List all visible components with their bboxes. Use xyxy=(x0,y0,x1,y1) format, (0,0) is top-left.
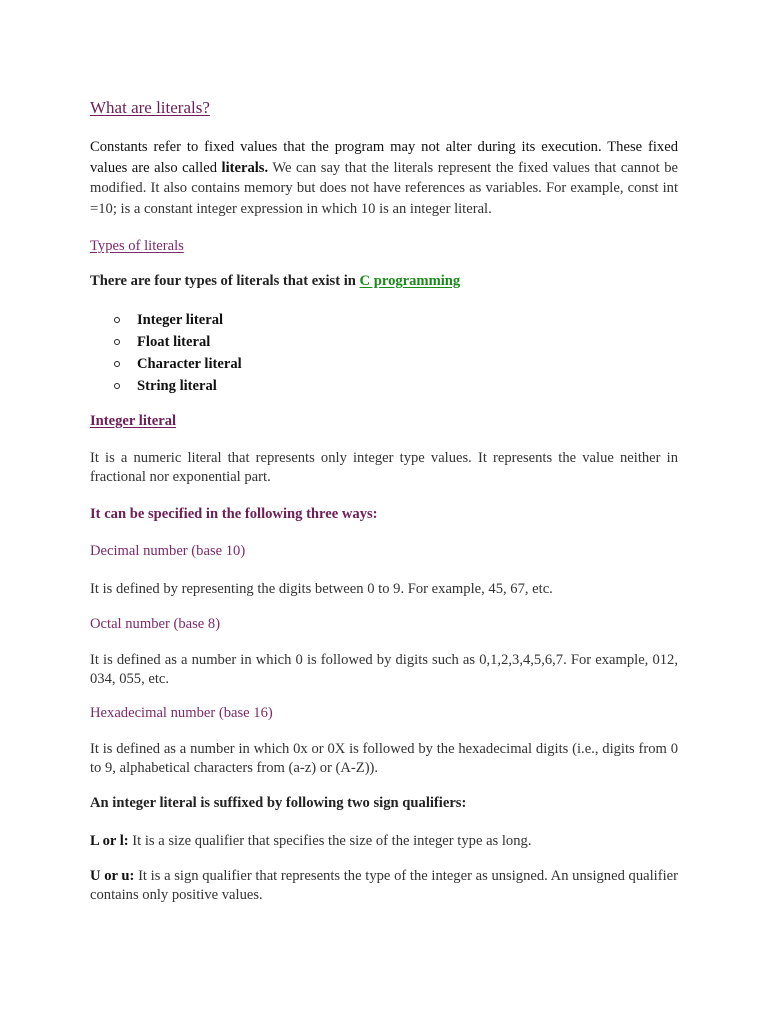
octal-heading: Octal number (base 8) xyxy=(90,616,221,632)
types-intro xyxy=(90,273,460,290)
u-qualifier-text: It is a sign qualifier that represents the type of the integer as unsigned. An unsigned qualifier contains only positive values. xyxy=(90,868,678,903)
u-qualifier-paragraph xyxy=(90,867,678,904)
hex-heading: Hexadecimal number (base 16) xyxy=(90,705,273,721)
intro-bold-literals: literals. xyxy=(221,159,269,176)
bullet-circle-icon xyxy=(114,339,120,345)
types-intro-text: There are four types of literals that exist in xyxy=(90,273,360,289)
bullet-circle-icon xyxy=(114,383,120,389)
c-programming-link[interactable]: C programming xyxy=(359,273,461,289)
list-item-label: Float literal xyxy=(137,333,211,350)
octal-text: It is defined as a number in which 0 is followed by digits such as 0,1,2,3,4,5,6,7. For example, 012, 034, 055, etc. xyxy=(90,652,678,687)
list-item xyxy=(112,375,242,397)
hex-text: It is defined as a number in which 0x or 0X is followed by the hexadecimal digits (i.e., digits from 0 to 9, alphabetical characters from (a-z) or (A-Z)). xyxy=(90,741,678,776)
decimal-heading: Decimal number (base 10) xyxy=(90,543,246,559)
qualifiers-heading: An integer literal is suffixed by following two sign qualifiers: xyxy=(90,795,467,811)
list-item-label: Integer literal xyxy=(137,311,224,328)
integer-literal-heading: Integer literal xyxy=(90,413,177,429)
list-item xyxy=(112,331,242,353)
integer-description: It is a numeric literal that represents only integer type values. It represents the value neither in fractional nor exponential part. xyxy=(90,450,678,485)
l-qualifier-term: L or l: xyxy=(90,833,129,849)
list-item xyxy=(112,309,242,331)
intro-text-1: Constants refer to fixed values that the program may not alter during its execution. These fixed values are also called xyxy=(90,139,678,176)
types-list xyxy=(112,309,242,397)
bullet-circle-icon xyxy=(114,317,120,323)
decimal-text: It is defined by representing the digits between 0 to 9. For example, 45, 67, etc. xyxy=(90,581,553,597)
page-title: What are literals? xyxy=(90,98,210,117)
bullet-circle-icon xyxy=(114,361,120,367)
ways-heading: It can be specified in the following three ways: xyxy=(90,506,378,522)
l-qualifier-paragraph xyxy=(90,831,678,852)
list-item xyxy=(112,353,242,375)
intro-text-2: We can say that the literals represent the fixed values that cannot be modified. It also contains memory but does not have references as variables. For example, const int =10; is a constant integer expression in which 10 is an integer literal. xyxy=(90,159,678,217)
list-item-label: Character literal xyxy=(137,355,242,372)
intro-paragraph xyxy=(90,137,678,219)
types-of-literals-link[interactable]: Types of literals xyxy=(90,238,184,254)
list-item-label: String literal xyxy=(137,377,217,394)
u-qualifier-term: U or u: xyxy=(90,868,135,884)
l-qualifier-text: It is a size qualifier that specifies the size of the integer type as long. xyxy=(128,833,532,849)
